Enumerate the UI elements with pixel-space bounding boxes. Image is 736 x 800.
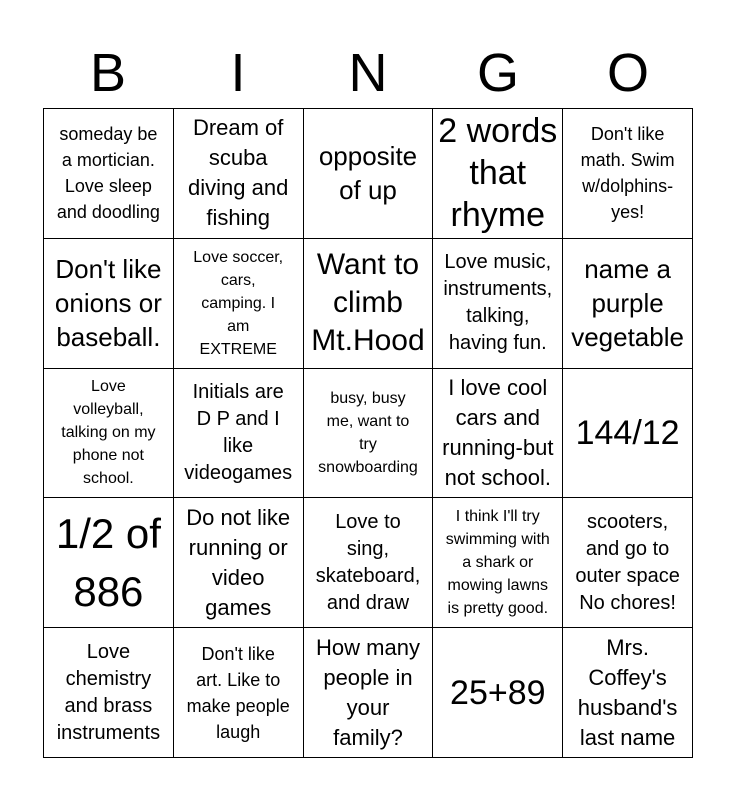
bingo-cell-r2-c5[interactable]: name a purple vegetable — [563, 239, 693, 369]
bingo-cell-r2-c4[interactable]: Love music, instruments, talking, having fun. — [433, 239, 563, 369]
bingo-cell-r3-c1[interactable]: Love volleyball, talking on my phone not school. — [44, 369, 174, 499]
bingo-cell-r5-c4[interactable]: 25+89 — [433, 628, 563, 758]
bingo-cell-r5-c2[interactable]: Don't like art. Like to make people laugh — [174, 628, 304, 758]
bingo-cell-r3-c4[interactable]: I love cool cars and running-but not school. — [433, 369, 563, 499]
header-letter-n: N — [348, 43, 388, 103]
bingo-board — [43, 108, 693, 758]
bingo-cell-r4-c3[interactable]: Love to sing, skateboard, and draw — [304, 498, 434, 628]
bingo-cell-r5-c1[interactable]: Love chemistry and brass instruments — [44, 628, 174, 758]
bingo-cell-r1-c3[interactable]: opposite of up — [304, 109, 434, 239]
bingo-cell-r4-c4[interactable]: I think I'll try swimming with a shark or mowing lawns is pretty good. — [433, 498, 563, 628]
bingo-cell-r3-c5[interactable]: 144/12 — [563, 369, 693, 499]
header-letter-b: B — [89, 43, 127, 103]
bingo-cell-r1-c4[interactable]: 2 words that rhyme — [433, 109, 563, 239]
bingo-cell-r1-c2[interactable]: Dream of scuba diving and fishing — [174, 109, 304, 239]
bingo-cell-r2-c3[interactable]: Want to climb Mt.Hood — [304, 239, 434, 369]
bingo-cell-r4-c1[interactable]: 1/2 of 886 — [44, 498, 174, 628]
bingo-cell-r3-c2[interactable]: Initials are D P and I like videogames — [174, 369, 304, 499]
bingo-cell-r3-c3[interactable]: busy, busy me, want to try snowboarding — [304, 369, 434, 499]
bingo-cell-r2-c2[interactable]: Love soccer, cars, camping. I am EXTREME — [174, 239, 304, 369]
bingo-cell-r4-c5[interactable]: scooters, and go to outer space No chores! — [563, 498, 693, 628]
header-letter-o: O — [606, 43, 649, 103]
bingo-cell-r4-c2[interactable]: Do not like running or video games — [174, 498, 304, 628]
header-letter-g: G — [476, 43, 519, 103]
bingo-cell-r2-c1[interactable]: Don't like onions or baseball. — [44, 239, 174, 369]
bingo-cell-r5-c3[interactable]: How many people in your family? — [304, 628, 434, 758]
bingo-header — [43, 38, 693, 108]
bingo-cell-r5-c5[interactable]: Mrs. Coffey's husband's last name — [563, 628, 693, 758]
bingo-cell-r1-c1[interactable]: someday be a mortician. Love sleep and doodling — [44, 109, 174, 239]
header-letter-i: I — [230, 43, 246, 103]
bingo-cell-r1-c5[interactable]: Don't like math. Swim w/dolphins- yes! — [563, 109, 693, 239]
